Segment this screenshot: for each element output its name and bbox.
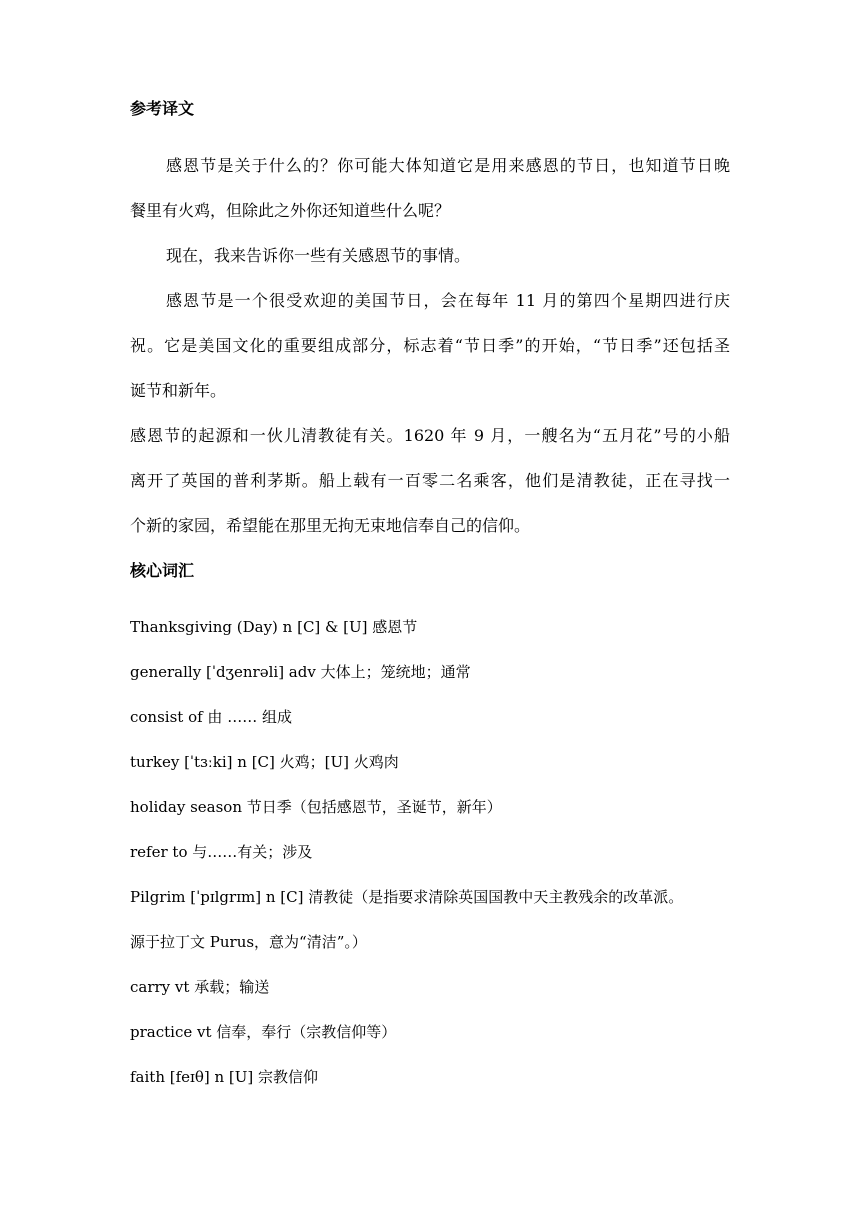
vocabulary-entry-line: Pilgrim [ˈpɪlgrɪm] n [C] 清教徒（是指要求清除英国国教中天主教残余的改革派。: [130, 888, 684, 906]
translation-paragraph-2: [130, 233, 730, 278]
translation-paragraph-4: [130, 413, 730, 548]
paragraph-line: 离开了英国的普利茅斯。船上载有一百零二名乘客，他们是清教徒，正在寻找一: [130, 471, 730, 490]
paragraph-line: 诞节和新年。: [130, 381, 227, 400]
translation-paragraph-3: [130, 278, 730, 413]
vocabulary-heading: 核心词汇: [130, 561, 195, 580]
document-page: [130, 98, 730, 1100]
vocabulary-entry: refer to 与……有关；涉及: [130, 843, 313, 861]
paragraph-line: 祝。它是美国文化的重要组成部分，标志着“节日季”的开始，“节日季”还包括圣: [130, 336, 730, 355]
paragraph-line: 餐里有火鸡，但除此之外你还知道些什么呢？: [130, 201, 451, 220]
vocabulary-entry: carry vt 承载；输送: [130, 978, 270, 996]
vocabulary-entry: [130, 875, 730, 965]
vocabulary-entry: generally [ˈdʒenrəli] adv 大体上；笼统地；通常: [130, 663, 471, 681]
vocabulary-entry: turkey [ˈtɜːki] n [C] 火鸡；[U] 火鸡肉: [130, 753, 399, 771]
paragraph-line: 感恩节是一个很受欢迎的美国节日，会在每年 11 月的第四个星期四进行庆: [166, 291, 730, 310]
paragraph-line: 现在，我来告诉你一些有关感恩节的事情。: [166, 246, 471, 265]
vocabulary-entry: practice vt 信奉，奉行（宗教信仰等）: [130, 1023, 397, 1041]
translation-body: [130, 143, 730, 548]
vocabulary-entry: Thanksgiving (Day) n [C] & [U] 感恩节: [130, 618, 418, 636]
paragraph-line: 个新的家园，希望能在那里无拘无束地信奉自己的信仰。: [130, 516, 531, 535]
paragraph-line: 感恩节是关于什么的？你可能大体知道它是用来感恩的节日，也知道节日晚: [166, 156, 730, 175]
vocabulary-entry: consist of 由 …… 组成: [130, 708, 292, 726]
paragraph-line: 感恩节的起源和一伙儿清教徒有关。1620 年 9 月，一艘名为“五月花”号的小船: [130, 426, 730, 445]
vocabulary-entry: faith [feɪθ] n [U] 宗教信仰: [130, 1068, 319, 1086]
vocabulary-list: [130, 605, 730, 1100]
translation-heading: 参考译文: [130, 99, 195, 118]
vocabulary-entry: holiday season 节日季（包括感恩节，圣诞节，新年）: [130, 798, 502, 816]
translation-paragraph-1: [130, 143, 730, 233]
vocabulary-entry-line: 源于拉丁文 Purus，意为“清洁”。）: [130, 933, 367, 951]
